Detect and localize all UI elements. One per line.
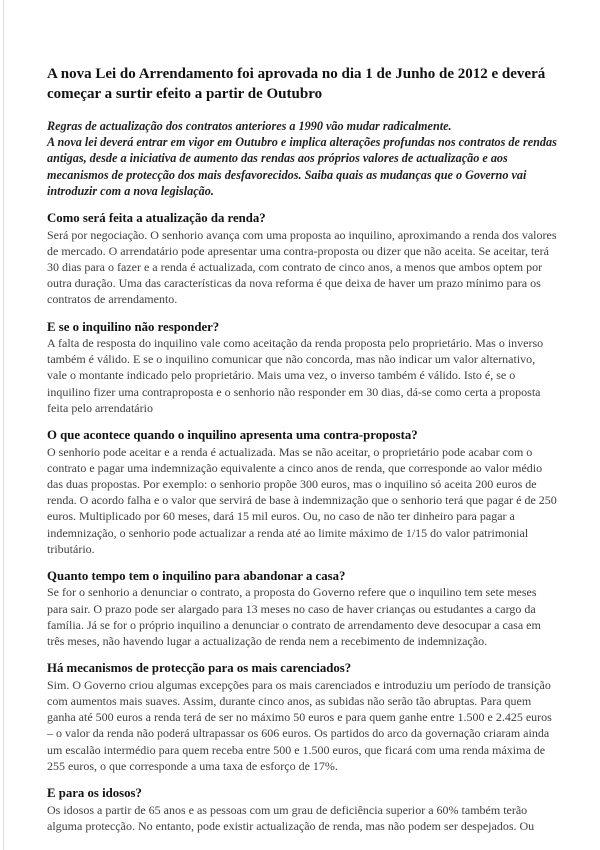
section-body: A falta de resposta do inquilino vale como aceitação da renda proposta pelo proprietário. Mas o inverso também é válido. E se o inquilino comunicar que não concorda, mas não indicar um valor alternativo, vale o montante indicado pelo proprietário. Mais uma vez, o inverso também é válido. Isto é, se o inquilino fizer uma contraproposta e o senhorio não responder em 30 dias, dá-se como certa a proposta feita pelo arrendatário — [47, 336, 544, 415]
section-mecanismos-proteccao — [47, 660, 558, 774]
section-atualizacao-renda — [47, 210, 558, 308]
section-inquilino-nao-responder — [47, 319, 558, 417]
section-body: Os idosos a partir de 65 anos e as pessoas com um grau de deficiência superior a 60% também terão alguma protecção. No entanto, pode existir actualização de renda, mas não podem ser despejados. Ou — [47, 802, 535, 833]
section-heading: Há mecanismos de protecção para os mais carenciados? — [47, 661, 352, 676]
section-heading: Como será feita a atualização da renda? — [47, 211, 266, 226]
section-heading: E se o inquilino não responder? — [47, 319, 220, 334]
section-body: Sim. O Governo criou algumas excepções para os mais carenciados e introduziu um período de transição com aumentos mais suaves. Assim, durante cinco anos, as subidas não serão tão abruptas. Para quem ganha até 500 euros a renda terá de ser no máximo 50 euros e para quem ganhe entre 1.500 e 2.425 euros – o valor da renda não poderá ultrapassar os 606 euros. Os partidos do arco da governação criaram ainda um escalão intermédio para quem receba entre 500 e 1.500 euros, que ficará com uma renda máxima de 255 euros, o que corresponde a uma taxa de esforço de 17%. — [47, 677, 552, 773]
section-abandonar-casa — [47, 568, 558, 649]
section-body: Será por negociação. O senhorio avança com uma proposta ao inquilino, aproximando a renda dos valores de mercado. O arrendatário pode apresentar uma contra-proposta ou dizer que não aceita. Se aceitar, terá 30 dias para o fazer e a renda é actualizada, com contrato de cinco anos, a menos que ambos optem por outra duração. Uma das características da nova reforma é que deixa de haver um prazo mínimo para os contratos de arrendamento. — [47, 227, 557, 307]
section-body: Se for o senhorio a denunciar o contrato, a proposta do Governo refere que o inquilino tem sete meses para sair. O prazo pode ser alargado para 13 meses no caso de haver crianças ou estudantes a cargo da família. Já se for o próprio inquilino a denunciar o contrato de arrendamento deve desocupar a casa em três meses, não havendo lugar a actualização de renda nem a recebimento de indemnização. — [47, 585, 541, 649]
document-lede — [47, 118, 558, 199]
lede-paragraph: A nova lei deverá entrar em vigor em Outubro e implica alterações profundas nos contratos de rendas antigas, desde a iniciativa de aumento das rendas aos próprios valores de actualização e aos mecanismos de protecção dos mais desfavorecidos. Saiba quais as mudanças que o Governo vai introduzir com a nova legislação. — [47, 135, 557, 198]
page-edge-line — [3, 0, 4, 850]
section-body: O senhorio pode aceitar e a renda é actualizada. Mas se não aceitar, o proprietário pode acabar com o contrato e pagar uma indemnização equivalente a cinco anos de renda, que corresponde ao valor médio das duas propostas. Por exemplo: o senhorio propõe 300 euros, mas o inquilino só aceita 200 euros de renda. O acordo falha e o valor que servirá de base à indemnização que o senhorio terá que pagar é de 250 euros. Multiplicado por 60 meses, dará 15 mil euros. Ou, no caso de não ter dinheiro para pagar a indemnização, o senhorio pode actualizar a renda até ao limite máximo de 1/15 do valor patrimonial tributário. — [47, 444, 557, 556]
section-idosos — [47, 785, 558, 834]
document-title: A nova Lei do Arrendamento foi aprovada no dia 1 de Junho de 2012 e deverá começar a surtir efeito a partir de Outubro — [47, 66, 546, 102]
section-contra-proposta — [47, 427, 558, 557]
section-heading: Quanto tempo tem o inquilino para abandonar a casa? — [47, 568, 346, 583]
section-heading: O que acontece quando o inquilino apresenta uma contra-proposta? — [47, 428, 418, 443]
section-heading: E para os idosos? — [47, 786, 142, 800]
lede-intro-line: Regras de actualização dos contratos anteriores a 1990 vão mudar radicalmente. — [47, 119, 452, 133]
